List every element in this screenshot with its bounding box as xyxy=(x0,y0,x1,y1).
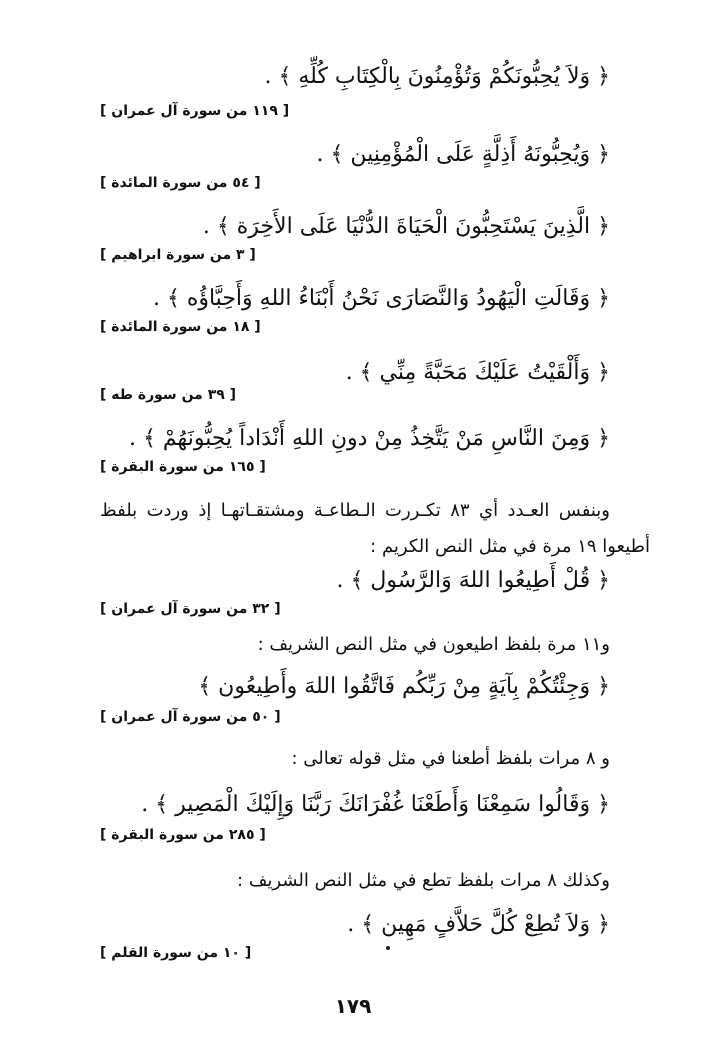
verse-4: ﴿ وَقَالَتِ الْيَهُودُ وَالنَّصَارَى نَحْنُ أَبْنَاءُ اللهِ وَأَحِبَّاؤُه ﴾ . xyxy=(152,286,610,311)
verse-9: ﴿ وَقَالُوا سَمِعْنَا وَأَطَعْنَا غُفْرَانَكَ رَبَّنَا وَإِلَيْكَ الْمَصِير ﴾ . xyxy=(141,792,610,817)
verse-reference-1: [ ١١٩ من سورة آل عمران ] xyxy=(100,103,290,119)
prose-paragraph-1-line-1: وبنفس العـدد أي ٨٣ تكـررت الـطاعـة ومشتقـاتهـا إذ وردت بلفظ xyxy=(100,500,610,521)
ink-dot xyxy=(386,946,390,950)
verse-8: ﴿ وَجِئْتُكُمْ بِآيَةٍ مِنْ رَبِّكُم فَاتَّقُوا اللهَ وأَطِيعُون ﴾ xyxy=(198,674,610,699)
prose-paragraph-2: و١١ مرة بلفظ اطيعون في مثل النص الشريف : xyxy=(257,634,610,655)
verse-reference-4: [ ١٨ من سورة المائدة ] xyxy=(100,319,261,335)
prose-paragraph-1-line-2: أطيعوا ١٩ مرة في مثل النص الكريم : xyxy=(370,536,650,557)
verse-reference-5: [ ٣٩ من سورة طه ] xyxy=(100,387,237,403)
verse-3: ﴿ الَّذِينَ يَسْتَحِبُّونَ الْحَيَاةَ الدُّنْيَا عَلَى الأَخِرَة ﴾ . xyxy=(202,214,610,239)
verse-reference-9: [ ٢٨٥ من سورة البقرة ] xyxy=(100,827,266,843)
verse-10: ﴿ وَلاَ تُطِعْ كُلَّ حَلاَّفٍ مَهِين ﴾ . xyxy=(347,912,610,937)
verse-reference-7: [ ٣٢ من سورة آل عمران ] xyxy=(100,601,281,617)
page-number: ١٧٩ xyxy=(334,994,372,1018)
verse-6: ﴿ وَمِنَ النَّاسِ مَنْ يَتَّخِذُ مِنْ دونِ اللهِ أَنْدَاداً يُحِبُّونَهُمْ ﴾ . xyxy=(129,426,610,451)
verse-7: ﴿ قُلْ أَطِيعُوا اللهَ وَالرَّسُول ﴾ . xyxy=(336,568,610,593)
verse-reference-8: [ ٥٠ من سورة آل عمران ] xyxy=(100,709,281,725)
verse-reference-10: [ ١٠ من سورة القلم ] xyxy=(100,945,252,961)
verse-1: ﴿ وَلاَ يُحِبُّونَكُمْ وَتُؤْمِنُونَ بِالْكِتَابِ كُلِّهِ ﴾ . xyxy=(264,64,610,89)
prose-paragraph-4: وكذلك ٨ مرات بلفظ تطع في مثل النص الشريف : xyxy=(236,870,610,891)
verse-reference-6: [ ١٦٥ من سورة البقرة ] xyxy=(100,459,266,475)
verse-reference-3: [ ٣ من سورة ابراهيم ] xyxy=(100,247,256,263)
verse-5: ﴿ وَأَلْقَيْتُ عَلَيْكَ مَحَبَّةً مِنِّي ﴾ . xyxy=(345,360,610,385)
verse-reference-2: [ ٥٤ من سورة المائدة ] xyxy=(100,175,261,191)
prose-paragraph-3: و ٨ مرات بلفظ أطعنا في مثل قوله تعالى : xyxy=(291,748,610,769)
verse-2: ﴿ وَيُحِبُّونَهُ أَذِلَّةٍ عَلَى الْمُؤْمِنِين ﴾ . xyxy=(316,142,610,167)
